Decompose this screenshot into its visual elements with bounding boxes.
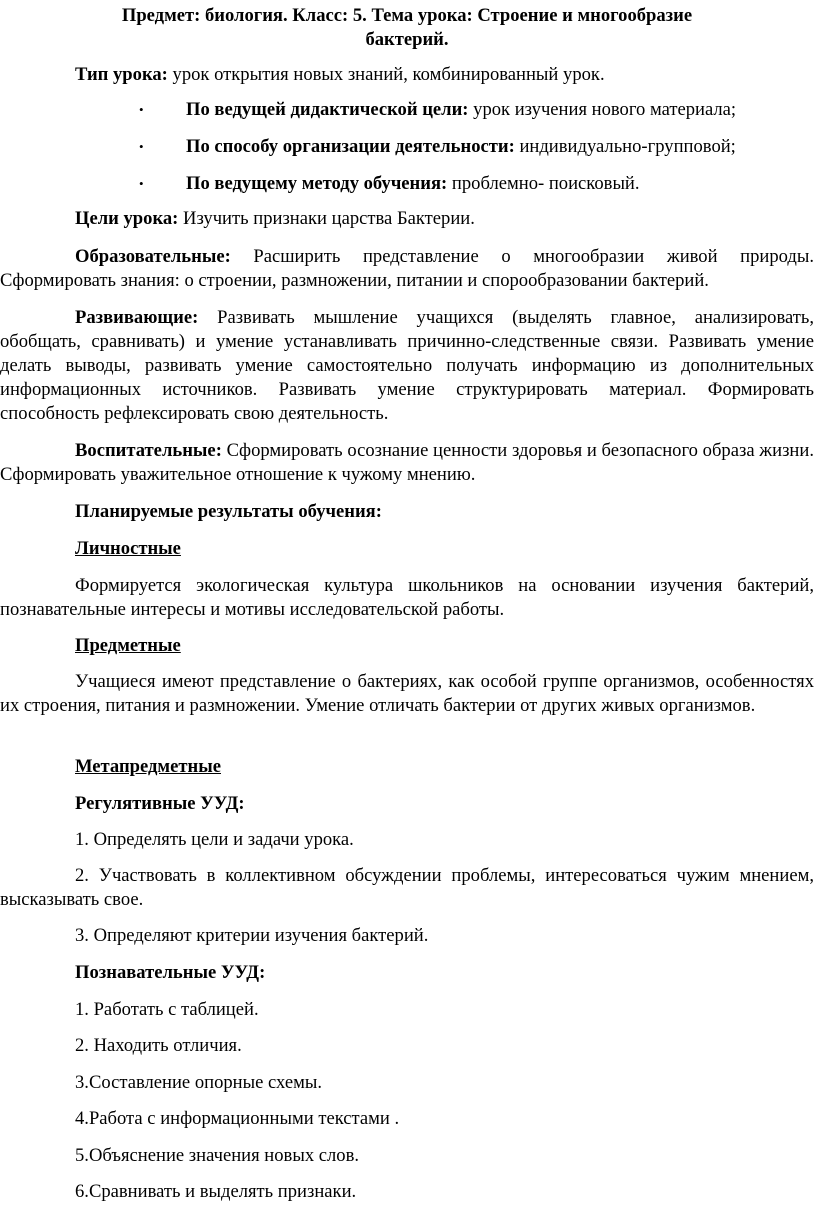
bullet-icon: • xyxy=(139,176,144,191)
upbringing-text: Сформировать осознание ценности здоровья и безопасного образа жизни. Сформировать уважительное отношение к чужому мнению. xyxy=(0,440,814,485)
title-line-2: бактерий. xyxy=(365,29,449,50)
educational-label: Образовательные: xyxy=(75,246,231,267)
regulatory-item: 1. Определять цели и задачи урока. xyxy=(75,829,354,850)
title-line-1: Предмет: биология. Класс: 5. Тема урока: Строение и многообразие xyxy=(121,5,693,26)
developing-goals-paragraph xyxy=(0,306,814,426)
upbringing-goals-paragraph xyxy=(0,439,814,487)
bullet-text: индивидуально-групповой; xyxy=(514,136,736,157)
bullet-label: По способу организации деятельности: xyxy=(186,136,515,157)
cognitive-item: 3.Составление опорные схемы. xyxy=(75,1072,323,1093)
goals-paragraph xyxy=(0,207,814,231)
cognitive-item: 6.Сравнивать и выделять признаки. xyxy=(75,1181,357,1202)
goals-text: Изучить признаки царства Бактерии. xyxy=(178,208,475,229)
bullet-icon: • xyxy=(139,139,144,154)
regulatory-item: 3. Определяют критерии изучения бактерий. xyxy=(75,925,429,946)
lesson-type-label: Тип урока: xyxy=(75,64,168,85)
document-title xyxy=(0,4,814,52)
upbringing-label: Воспитательные: xyxy=(75,440,222,461)
cognitive-item: 5.Объяснение значения новых слов. xyxy=(75,1145,360,1166)
educational-text: Расширить представление о многообразии живой природы. Сформировать знания: о строении, размножении, питании и спорообразовании бактерий. xyxy=(0,246,814,291)
meta-results-heading: Метапредметные xyxy=(75,756,221,777)
bullet-text: урок изучения нового материала; xyxy=(468,99,737,120)
lesson-type-text: урок открытия новых знаний, комбинированный урок. xyxy=(167,64,605,85)
cognitive-item: 2. Находить отличия. xyxy=(75,1035,242,1056)
cognitive-item: 1. Работать с таблицей. xyxy=(75,999,259,1020)
educational-goals-paragraph xyxy=(0,245,814,293)
goals-label: Цели урока: xyxy=(75,208,179,229)
planned-results-heading: Планируемые результаты обучения: xyxy=(75,501,382,522)
bullet-text: проблемно- поисковый. xyxy=(447,173,640,194)
developing-label: Развивающие: xyxy=(75,307,199,328)
regulatory-item: 2. Участвовать в коллективном обсуждении проблемы, интересоваться чужим мнением, высказывать свое. xyxy=(0,865,814,910)
personal-results-heading: Личностные xyxy=(75,538,181,559)
personal-results-paragraph: Формируется экологическая культура школьников на основании изучения бактерий, познавательные интересы и мотивы исследовательской работы. xyxy=(0,575,814,620)
cognitive-heading: Познавательные УУД: xyxy=(75,962,266,983)
bullet-icon: • xyxy=(139,102,144,117)
subject-results-paragraph: Учащиеся имеют представление о бактериях, как особой группе организмов, особенностях их строения, питания и размножении. Умение отличать бактерии от других живых организмов. xyxy=(0,671,814,716)
cognitive-item: 4.Работа с информационными текстами . xyxy=(75,1108,400,1129)
developing-text: Развивать мышление учащихся (выделять главное, анализировать, обобщать, сравнивать) и умение устанавливать причинно-следственные связи. Развивать умение делать выводы, развивать умение самостоятельно получать информацию из дополнительных информационных источников. Развивать умение структурировать материал. Формировать способность рефлексировать свою деятельность. xyxy=(0,307,814,424)
bullet-label: По ведущей дидактической цели: xyxy=(186,99,469,120)
bullet-label: По ведущему методу обучения: xyxy=(186,173,448,194)
lesson-type-paragraph xyxy=(0,63,814,87)
subject-results-heading: Предметные xyxy=(75,635,181,656)
regulatory-heading: Регулятивные УУД: xyxy=(75,793,245,814)
